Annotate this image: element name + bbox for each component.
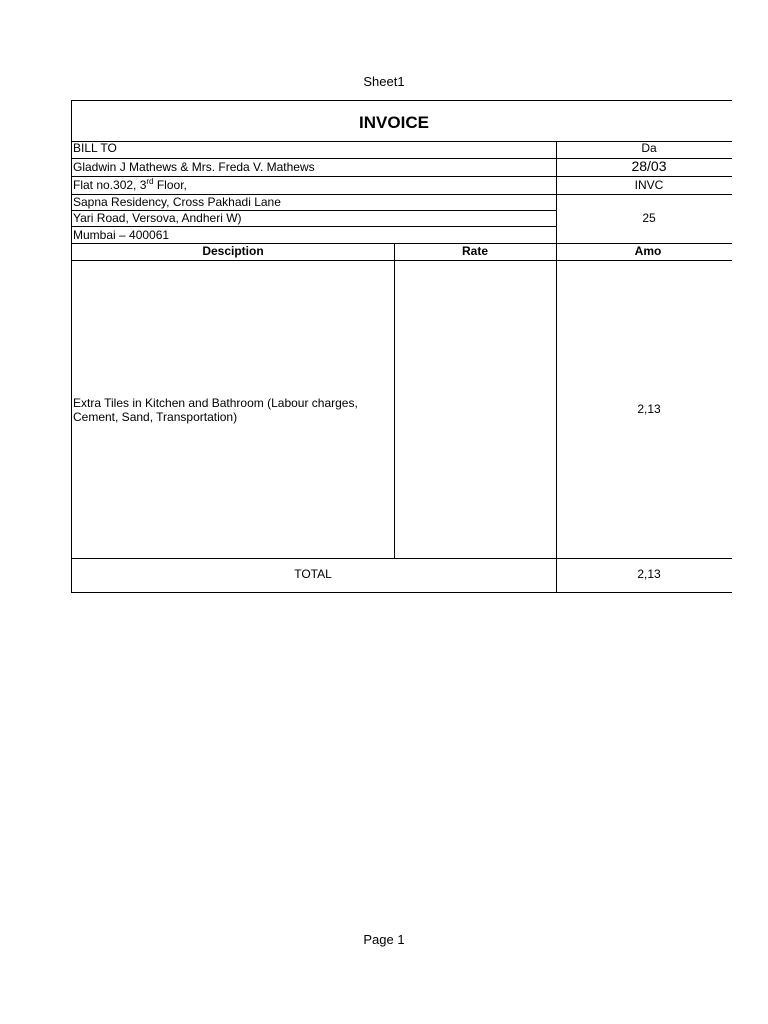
sheet-name: Sheet1	[363, 74, 405, 89]
invoice-title: INVOICE	[359, 113, 429, 132]
invoice-viewport	[71, 100, 667, 592]
address-line-1	[73, 178, 187, 192]
row-divider	[72, 558, 732, 559]
line-item-amount: 2,13	[637, 402, 661, 416]
column-header-amount: Amo	[634, 244, 662, 258]
row-divider	[72, 226, 556, 227]
page-number: Page 1	[363, 932, 405, 947]
row-divider	[72, 176, 732, 177]
column-header-description: Desciption	[202, 244, 264, 258]
client-name: Gladwin J Mathews & Mrs. Freda V. Mathews	[73, 160, 315, 174]
invoice-number-label: INVC	[634, 178, 664, 192]
address-line-1-main: Flat no.302, 3	[73, 178, 147, 192]
address-line-3: Yari Road, Versova, Andheri W)	[73, 211, 242, 225]
bill-to-label: BILL TO	[73, 141, 117, 155]
invoice-table	[71, 100, 732, 593]
total-amount: 2,13	[637, 567, 661, 581]
date-value: 28/03	[631, 158, 667, 174]
total-label: TOTAL	[294, 567, 332, 581]
address-line-4: Mumbai – 400061	[73, 228, 170, 242]
column-divider	[394, 243, 395, 558]
row-divider	[72, 260, 732, 261]
invoice-number: 25	[642, 211, 656, 225]
address-line-2: Sapna Residency, Cross Pakhadi Lane	[73, 195, 281, 209]
address-line-1-rest: Floor,	[153, 178, 187, 192]
column-divider	[556, 141, 557, 592]
column-header-rate: Rate	[461, 244, 488, 258]
date-label: Da	[641, 141, 657, 155]
address-line-1-sup: rd	[146, 177, 154, 186]
line-item-description: Extra Tiles in Kitchen and Bathroom (Labour charges, Cement, Sand, Transportation)	[73, 396, 358, 424]
